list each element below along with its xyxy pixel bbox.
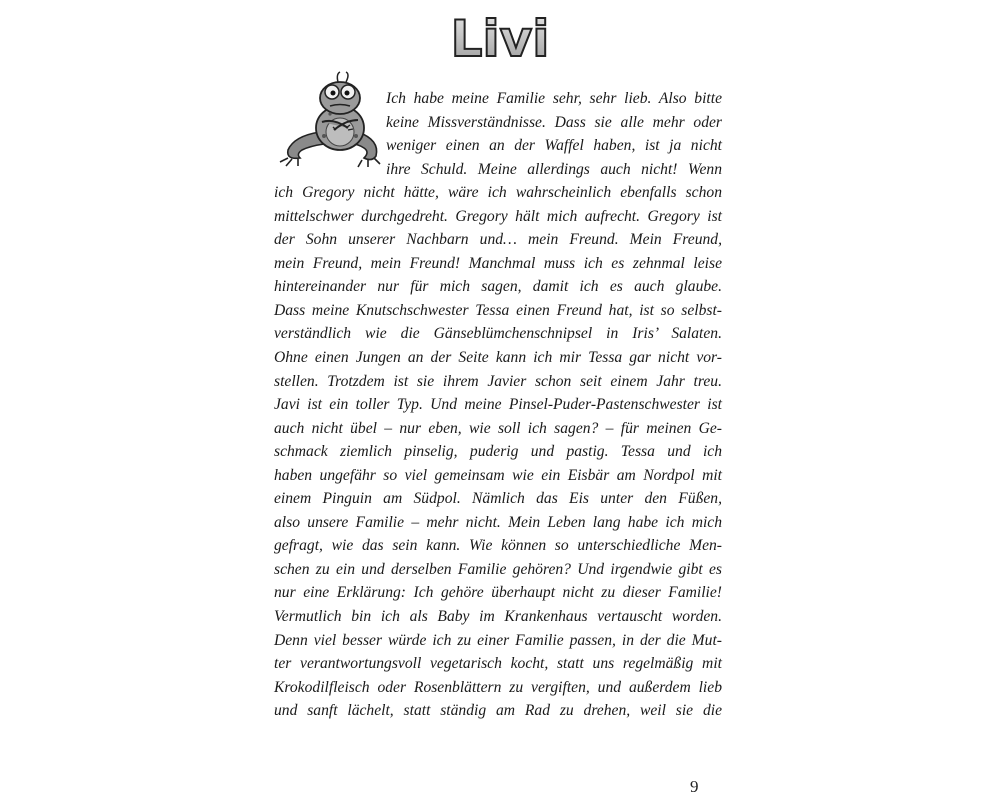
text-line: mittelschwer durchgedreht. Gregory hält mich aufrecht. Gregory ist <box>274 207 722 225</box>
text-line: und sanft lächelt, statt ständig am Rad zu drehen, weil sie die <box>274 702 722 720</box>
text-line: Denn viel besser würde ich zu einer Familie passen, in der die Mut- <box>274 631 722 649</box>
text-line: der Sohn unserer Nachbarn und… mein Freund. Mein Freund, <box>274 231 722 249</box>
text-line: Dass meine Knutschschwester Tessa einen Freund hat, ist so selbst- <box>274 301 722 319</box>
text-line: Ohne einen Jungen an der Seite kann ich mir Tessa gar nicht vor- <box>274 349 722 367</box>
text-line: Krokodilfleisch oder Rosenblättern zu vergiften, und außerdem lieb <box>274 678 722 696</box>
text-line: ihre Schuld. Meine allerdings auch nicht! Wenn <box>386 160 722 178</box>
text-line: Javi ist ein toller Typ. Und meine Pinsel-Puder-Pastenschwester ist <box>274 396 722 414</box>
text-line: schen zu ein und derselben Familie gehören? Und irgendwie gibt es <box>274 560 722 578</box>
text-line: stellen. Trotzdem ist sie ihrem Javier schon seit einem Jahr treu. <box>274 372 722 390</box>
text-line: einem Pinguin am Südpol. Nämlich das Eis unter den Füßen, <box>274 490 722 508</box>
text-line: weniger einen an der Waffel haben, ist ja nicht <box>386 137 722 155</box>
text-line: ich Gregory nicht hätte, wäre ich wahrscheinlich ebenfalls schon <box>274 184 722 202</box>
body-text <box>274 87 722 723</box>
text-line: also unsere Familie – mehr nicht. Mein Leben lang habe ich mich <box>274 513 722 531</box>
chapter-title <box>430 8 570 68</box>
text-line: auch nicht übel – nur eben, wie soll ich sagen? – für meinen Ge- <box>274 419 722 437</box>
text-line: nur eine Erklärung: Ich gehöre überhaupt nicht zu dieser Familie! <box>274 584 722 602</box>
chapter-title-text: Livi <box>450 10 550 68</box>
text-line: mein Freund, mein Freund! Manchmal muss ich es zehnmal leise <box>274 254 722 272</box>
text-line: Ich habe meine Familie sehr, sehr lieb. Also bitte <box>386 90 722 107</box>
text-line: keine Missverständnisse. Dass sie alle mehr oder <box>386 113 722 131</box>
text-line: verständlich wie die Gänseblümchenschnipsel in Iris’ Salaten. <box>274 325 722 343</box>
text-line: schmack ziemlich pinselig, puderig und pastig. Tessa und ich <box>274 443 722 461</box>
text-line: gefragt, wie das sein kann. Wie können so unterschiedliche Men- <box>274 537 722 555</box>
text-line: ter verantwortungsvoll vegetarisch kocht, statt uns regelmäßig mit <box>274 655 722 673</box>
text-line: haben ungefähr so viel gemeinsam wie ein Eisbär am Nordpol mit <box>274 466 722 484</box>
text-line: Vermutlich bin ich als Baby im Krankenhaus vertauscht worden. <box>274 608 722 626</box>
page-number: 9 <box>690 777 699 796</box>
text-line: hintereinander nur für mich sagen, damit ich es auch glaube. <box>274 278 722 296</box>
